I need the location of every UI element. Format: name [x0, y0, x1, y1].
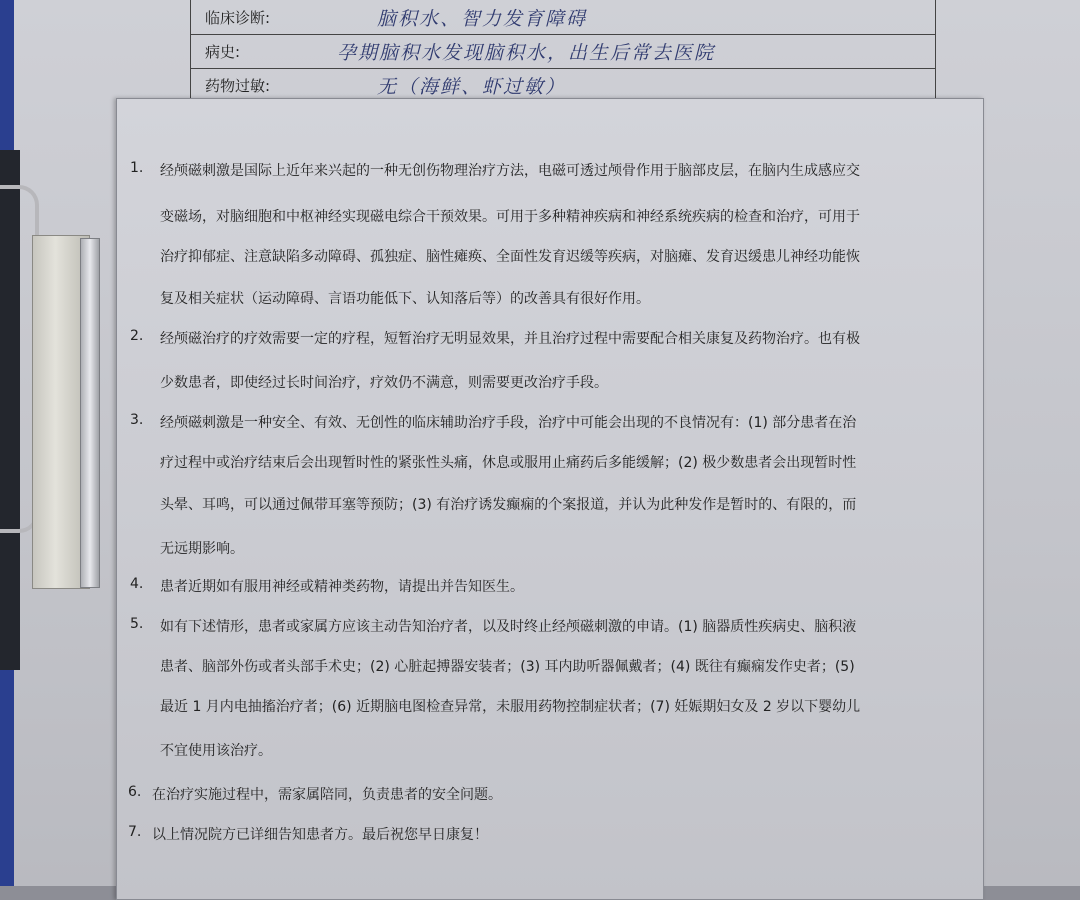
item-number: 5. [130, 616, 144, 632]
item-line: 最近 1 月内电抽搐治疗者；(6) 近期脑电图检查异常，未服用药物控制症状者；(7) 妊娠期妇女及 2 岁以下婴幼儿 [160, 699, 861, 715]
item-line: 患者近期如有服用神经或精神类药物，请提出并告知医生。 [160, 579, 524, 595]
item-line: 在治疗实施过程中，需家属陪同，负责患者的安全问题。 [152, 787, 502, 803]
item-line: 治疗抑郁症、注意缺陷多动障碍、孤独症、脑性瘫痪、全面性发育迟缓等疾病，对脑瘫、发育迟缓患儿神经功能恢 [160, 249, 860, 265]
item-line: 疗过程中或治疗结束后会出现暂时性的紧张性头痛，休息或服用止痛药后多能缓解；(2) 极少数患者会出现暂时性 [160, 455, 857, 471]
handwritten-value: 无（海鲜、虾过敏） [377, 75, 567, 98]
item-line: 复及相关症状（运动障碍、言语功能低下、认知落后等）的改善具有很好作用。 [160, 291, 650, 307]
item-number: 3. [130, 412, 144, 428]
item-line: 头晕、耳鸣，可以通过佩带耳塞等预防；(3) 有治疗诱发癫痫的个案报道，并认为此种发作是暂时的、有限的，而 [160, 497, 857, 513]
form-label: 药物过敏: [205, 76, 271, 95]
item-line: 如有下述情形，患者或家属方应该主动告知治疗者，以及时终止经颅磁刺激的申请。(1) 脑器质性疾病史、脑积液 [160, 619, 857, 635]
handwritten-value: 脑积水、智力发育障碍 [377, 7, 588, 30]
item-line: 患者、脑部外伤或者头部手术史；(2) 心脏起搏器安装者；(3) 耳内助听器佩戴者；(4) 既往有癫痫发作史者；(5) [160, 659, 855, 675]
handwritten-value: 孕期脑积水发现脑积水，出生后常去医院 [337, 41, 716, 64]
item-number: 4. [130, 576, 144, 592]
item-line: 无远期影响。 [160, 541, 244, 557]
item-number: 2. [130, 328, 144, 344]
form-label: 病史: [205, 42, 241, 61]
item-line: 少数患者，即使经过长时间治疗，疗效仍不满意，则需要更改治疗手段。 [160, 375, 608, 391]
item-line: 经颅磁治疗的疗效需要一定的疗程，短暂治疗无明显效果，并且治疗过程中需要配合相关康复及药物治疗。也有极 [160, 331, 860, 347]
item-number: 1. [130, 160, 144, 176]
item-line: 不宜使用该治疗。 [160, 743, 272, 759]
item-line: 以上情况院方已详细告知患者方。最后祝您早日康复！ [152, 827, 488, 843]
item-line: 经颅磁刺激是一种安全、有效、无创性的临床辅助治疗手段，治疗中可能会出现的不良情况有：(1) 部分患者在治 [160, 415, 857, 431]
item-line: 变磁场，对脑细胞和中枢神经实现磁电综合干预效果。可用于多种精神疾病和神经系统疾病的检查和治疗，可用于 [160, 209, 860, 225]
item-number: 7. [128, 824, 142, 840]
form-label: 临床诊断: [205, 8, 271, 27]
item-line: 经颅磁刺激是国际上近年来兴起的一种无创伤物理治疗方法，电磁可透过颅骨作用于脑部皮层，在脑内生成感应交 [160, 163, 860, 179]
item-number: 6. [128, 784, 142, 800]
